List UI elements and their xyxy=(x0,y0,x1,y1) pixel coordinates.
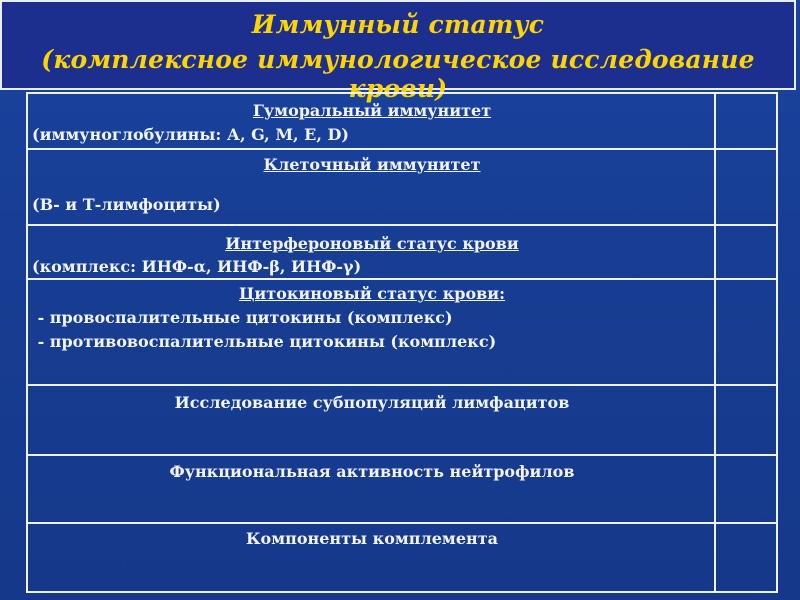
row-heading: Функциональная активность нейтрофилов xyxy=(169,462,575,481)
slide-title: Иммунный статус xyxy=(251,10,545,39)
table-cell-side xyxy=(714,92,778,148)
row-detail: - противовоспалительные цитокины (комплекс) xyxy=(32,332,497,351)
table-row-complement xyxy=(26,522,778,593)
title-bar xyxy=(0,0,796,103)
table-cell-main xyxy=(26,278,714,384)
table-cell-main xyxy=(26,92,714,148)
table-row-cytokine xyxy=(26,278,778,384)
row-heading: Интерфероновый статус крови xyxy=(225,234,519,253)
row-heading: Цитокиновый статус крови: xyxy=(238,284,506,303)
immune-status-table xyxy=(26,92,778,595)
row-detail: (В- и Т-лимфоциты) xyxy=(32,195,221,214)
table-row-cellular xyxy=(26,148,778,224)
table-cell-side xyxy=(714,224,778,278)
slide-subtitle: (комплексное иммунологическое исследование крови) xyxy=(41,45,755,103)
table-cell-main xyxy=(26,454,714,522)
row-heading: Исследование субпопуляций лимфацитов xyxy=(174,393,570,412)
table-cell-main xyxy=(26,148,714,224)
table-row-neutrophils xyxy=(26,454,778,522)
table-cell-side xyxy=(714,148,778,224)
table-row-humoral xyxy=(26,92,778,148)
table-cell-side xyxy=(714,384,778,454)
row-detail: (иммуноглобулины: А, G, М, Е, D) xyxy=(32,125,349,144)
table-cell-side xyxy=(714,454,778,522)
table-row-interferon xyxy=(26,224,778,278)
table-cell-main xyxy=(26,522,714,593)
table-cell-side xyxy=(714,522,778,593)
row-detail: (комплекс: ИНФ-α, ИНФ-β, ИНФ-γ) xyxy=(32,257,362,276)
table-row-lymphocytes xyxy=(26,384,778,454)
row-heading: Гуморальный иммунитет xyxy=(252,101,492,120)
table-cell-side xyxy=(714,278,778,384)
row-heading: Клеточный иммунитет xyxy=(263,155,481,174)
table-cell-main xyxy=(26,384,714,454)
row-heading: Компоненты комплемента xyxy=(246,529,498,548)
row-detail: - провоспалительные цитокины (комплекс) xyxy=(32,308,453,327)
table-cell-main xyxy=(26,224,714,278)
